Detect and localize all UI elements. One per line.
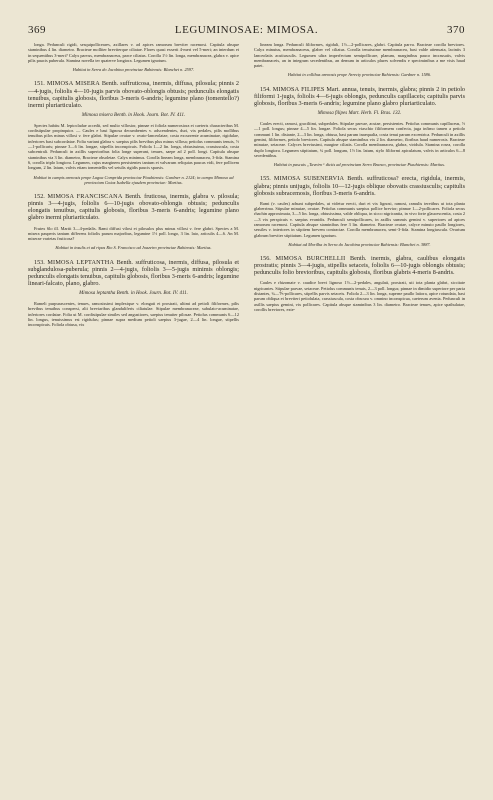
species-author: Benth. bbox=[116, 258, 133, 266]
species-heading bbox=[28, 80, 239, 108]
habitat-note: Habitat in pascuis „Taveiro“ dictis ad provinciam Serro Branco, provinciae Piauhiensis: Martius. bbox=[273, 162, 446, 168]
description-paragraph: Rami (v. caules) adsunt subpedales, ut videtur erecti, duri et vix lignosi, ramosi, ramulis teretibus ut tota planta glaberrima. Stipulae minutae, ovatae. Petiolus communis saepius pollice brevior; pinnae 1—2-pollicares. Foliola secus rhachin approximata, 3—5 lin. longa, obtusissima, valde obliqua, in sicco nigricantia, in vivo forte glaucescentia, costa 2—3 vix perspicuis v. saepius evanidis. Pedunculi semipollicares, in axillis summis gemini v. superiores ad apices ramorum racemosi. Capitula absque staminibus fere 3 lin. diametro. Bracteae ovatae, calyce minuto paullo longiores, sessiles v. interiores in stipitem brevem contractae. Corolla membranacea, semi-3-fida. Stamina longiuscula. Ovarium glabrum breviter stipitatum. Legumen ignotum. bbox=[254, 200, 465, 238]
species-number: 151. bbox=[34, 80, 45, 88]
species-number: 154. bbox=[260, 85, 271, 93]
species-number: 156. bbox=[260, 255, 271, 263]
species-diagnosis: suffruticosa, inermis, diffusa, pilosula et subglandulosa-puberula; pinnis 2—4-jugis, foliolis 3—5-jugis minimis oblongis; pedunculis elongatis tenuibus, capitulis globosis, floribus 3-meris 6-andris; legumine lineari-falcato, plano, glabro. bbox=[28, 258, 239, 287]
description-paragraph: Rameli purpurascentes, tenues, ramosissimi implexique v. elongati et prostrati, ultimi ad petioli filiformes, pilis brevibus tenuibus conspersi, alii breviaribus glanduliferis ciliatulae. Stipulae membranaceae, subulato-acuminatae, inferiores cordatae. Folia ut M. cordistipulae similes sed angustiores, saepius tenuiter pilosae. Petiolus communis 6—12 lin. longus, tenuissimus est rigidulus; pinnae supra medium petioli saepius 3-jugae, 2—4 lin. longae, stipellis inconspicuis. Foliola obtusa, vix bbox=[28, 301, 239, 328]
species-author: Benth. bbox=[350, 255, 367, 263]
species-diagnosis: suffruticosa? erecta, rigidula, inermis, glabra; pinnis unijugis, foliolis 10—12-jugis oblique obovatis crassiusculis; capitulis globosis subracemosis, floribus 3-meris 6-andris. bbox=[254, 175, 465, 197]
species-number: 152. bbox=[34, 193, 45, 201]
synonym-citation: Mimosa misera Benth. in Hook. Journ. Bot. IV. 411. bbox=[81, 112, 186, 118]
species-heading bbox=[28, 259, 239, 287]
species-heading bbox=[254, 255, 465, 276]
species-diagnosis: annua, tenuis, inermis, glabra; pinnis 2 in petiolo filiformi 1-jugis, foliolis 4—6-jugis oblongis, pedunculis capillaceis; capitulis parvis globosis, floribus 3-meris 6-andris; legumine plano glabro pluriarticulato. bbox=[254, 85, 465, 107]
species-diagnosis: inermis, glabra, caulibus elongatis prostratis; pinnis 3—4-jugis, stipellis setaceis, foliolis 6—10-jugis oblongis obtusis; pedunculis folio brevioribus, capitulis globosis, floribus glabris 4-meris 8-andris. bbox=[254, 255, 465, 277]
habitat-note: Habitat ad Morilha in Serra do Jacobina provinciae Bahiensis: Blanchet n. 3887. bbox=[288, 241, 431, 247]
species-heading bbox=[254, 175, 465, 196]
species-name: MIMOSA LEPTANTHA bbox=[47, 258, 115, 266]
left-column bbox=[28, 42, 239, 794]
running-header bbox=[28, 24, 465, 42]
species-number: 153. bbox=[34, 258, 45, 266]
species-author: Mart. bbox=[326, 85, 340, 93]
species-heading bbox=[28, 193, 239, 221]
species-name: MIMOSA FILIPES bbox=[272, 85, 325, 93]
synonym-citation: Mimosa leptantha Benth. in Hook. Journ. Bot. IV. 411. bbox=[79, 291, 188, 297]
species-name: MIMOSA MISERA bbox=[46, 80, 100, 88]
species-name: MIMOSA SUBENERVIA bbox=[273, 175, 345, 183]
page-number-left: 369 bbox=[28, 24, 46, 36]
species-name: MIMOSA BURCHELLII bbox=[275, 255, 346, 263]
species-number: 155. bbox=[260, 175, 271, 183]
habitat-note: Habitat in Serra do Jacobina provinciae Bahiensis: Blanchet n. 2597. bbox=[72, 67, 195, 73]
description-paragraph: Species habitu M. leptocladae accedit, sed multo villosior, pinnae et foliola numerosiora et caeteris characteribus M. cordistipulae propinquior. — Caules e basi lignosa decumbentes v. adscendentes, duri, vix pedales, pilis mollibus tenuibus pilos minus villosi v. fere glabri. Stipulae ovatae v. ovato-lanceolatae, costa excurrente acuminatae, rigidulae, inferiores basi subcordatae. Folia variant glabra v. saepius pilis brevibus plus minus villosa; petiolus communis tenuis, ½—1-pollicaris; pinnae 3—6 lin. longae, stipellis inconspicuis. Foliola 1—2 lin. longa, obtusissima, crassiuscula, costa subcentrali. Pedunculi in axillis superioribus folia longe superant, tenues, saepe ad 2 poll. longi. Capitula absque staminibus via 3 lin. diametro, Bracteae obsoletae. Calyx minimus. Corolla lineam longa, membranacea, 3-fida. Stamina 6, corolla triplo longiora. Legumen, cujus marginem persistentes tantum et valvarum reliquias paucas vidi, fere pollicem longum, 2 lin. latum, valvis etiam tomentellis vel setulis rigidis paucis sparsis. bbox=[28, 122, 239, 171]
description-paragraph: Caules e rhizomate v. caudice brevi lignoso 1½—2-pedales, angulati, prostrati, uti tota planta glabri, siccitate nigricantes. Stipulae parvae, setaceae. Petiolus communis tenuis, 2—3 poll. longus; pinnae in dimidio superiore per paria distantes, ¾—⅘-pollicares, stipellis parvis setaceis. Foliola 2—3 lin. longa, superne paullo latiora, apice rotundata, basi parum obliqua et breviteri petiolulata, crassiuscula, costa obscura v. omnino inconspicua, caeterum avenia. Pedunculi in axillis saepius gemini, vix pollicares. Capitula absque staminibus 3 lin. diametro. Bracteae tenues, apice spathulatae, corollis breviores, exte- bbox=[254, 280, 465, 312]
species-author: Benth. bbox=[101, 80, 119, 88]
habitat-note: Habitat in campis arenosis prope Lagoa Comprida provinciae Piauhiensis: Gardner n. 2124; in campo Mimoso ad provinciam Goiaz Isabella ejusdem provinciae: Martius. bbox=[33, 174, 234, 185]
running-title: LEGUMINOSAE: MIMOSA. bbox=[174, 24, 319, 36]
habitat-note: Habitat in collibus arenosis prope Arrecty provinciae Bahiensis: Gardner n. 1586. bbox=[287, 72, 432, 78]
species-diagnosis: fruticosa, inermis, glabra v. pilosula; pinnis 3—4-jugis, foliolis 6—10-jugis obovato-oblongis obtusis; pedunculis elongatis tenuibus, capitulis globosis, floribus 3-meris 6-andris; legumine plano glabro inermi pluriarticulato. bbox=[28, 193, 239, 222]
species-author: Benth. bbox=[125, 193, 142, 201]
description-paragraph: longa. Pedunculi rigidi, sesquipolliceares, axillares v. ad apices ramorum breviter racemosi. Capitula absque staminibus 4 lin. diametro. Bracteae molliter breviterque ciliatae. Flores quasi exserti 4-meri vel 5-meri; an interdum et in sequentibus 3-meri? Calyx parvus, membranaceus, parce ciliatus. Corolla 1½ lin. longa, membranacea, glabra v. apice pilis paucis puberula. Stamina novella ter quaterve longiora. Legumen ignotum. bbox=[28, 42, 239, 63]
page-number-right: 370 bbox=[447, 24, 465, 36]
description-paragraph: Caules erecti, ramosi, graciliimi, subpedales. Stipulae parvae, acutae, persistentes. Petiolus communis capillaceus, ½—1 poll. longus; pinnae 4—5 lin. longae. Foliola secus viaschio filiformem confecta, juga infimo tamen a petiolo communi 1 lin. distante, 2—3 lin. longa, obtusa, basi parum inaequalia, costa tenui parum excentrica. Pedunculi in axillis gemini, filiformes, petiolo breviores. Capitula absque staminibus vix 2 lin. diametro, floribus haud numerosis. Bracteae minutae, setaceae. Calyces breviusimi, margine ciliatis. Corolla membranacea, glabra, viridula. Stamina rosea, corolla duplo longiora. Legumen stipitatum, ¾ poll. longum, 1½ lin. latum, stylo filiformi apiculatum, valvis in articulos 6—8 secedentibus. bbox=[254, 121, 465, 158]
synonym-citation: Mimosa filipes Mart. Herb. Fl. Bras. 132. bbox=[317, 111, 402, 117]
right-column bbox=[254, 42, 465, 794]
text-columns bbox=[28, 42, 465, 794]
species-heading bbox=[254, 86, 465, 107]
habitat-note: Habitat in insulis et ad ripas Rio S. Francisco ad Joazeiro provinciae Bahiensis: Martius. bbox=[55, 245, 212, 251]
description-paragraph: Frutex 6lo ill. Martii 3—4-pedalis. Rami diffusi vilosi et pilosulos plus minus villosi v. fere glabri. Species a M. misera pauperis tantum differens foliolis parum majoribus, legumine 1½ poll. longo, 3 lin. lato, articulis 4—6. An M. miserae varietas fruticosa? bbox=[28, 225, 239, 242]
species-name: MIMOSA FRANCISCANA bbox=[47, 193, 123, 201]
description-paragraph: lineam longa. Pedunculi filiformes, rigiduli, 1½—2-pollicares, glabri. Capitula parva. Bracteae corolla breviores. Calyx minutus, membranaceus, glaber vel ciliatus. Corolla tenuissime membranacea, basi valde attenuata, laciniis 3 lanceolatis acutiusculis. Legumen ultra imperfectum semipollicare, planum, marginibus pauco incrassatis, valvis membranaceis, an in integrum secedentibus, an demum in articulos plures solvendis e speciminibus a me visis haud patet. bbox=[254, 42, 465, 69]
species-diagnosis: suffruticosa, inermis, diffusa, pilosula; pinnis 2—4-jugis, foliolis 4—10-jugis parvis obovato-oblongis obtusis; pedunculis elongatis tenuibus, capitulis globosis, floribus 3-meris 6-andris; legumine plano (tomentello?) inermi pluriarticulato. bbox=[28, 80, 239, 109]
species-author: Benth. bbox=[347, 175, 364, 183]
